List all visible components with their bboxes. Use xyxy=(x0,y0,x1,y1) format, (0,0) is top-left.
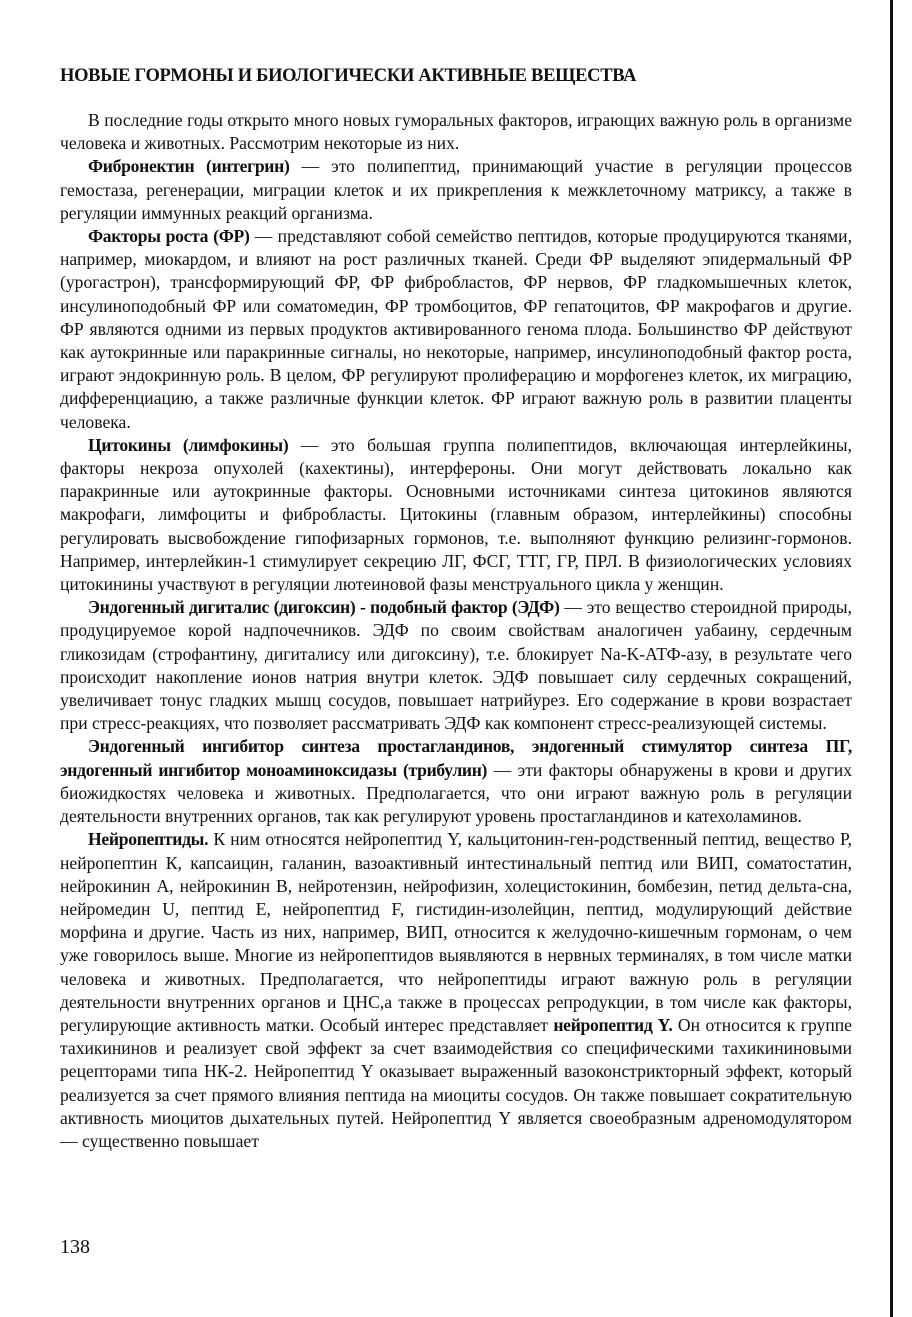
paragraph-text: К ним относятся нейропептид Y, кальцитонин-ген-родственный пептид, вещество Р, нейропептин К, капсаицин, галанин, вазоактивный интестинальный пептид или ВИП, соматостатин, нейрокинин А, нейрокинин В, нейротензин, нейрофизин, холецистокинин, бомбезин, петид дельта-сна, нейромедин U, пептид Е, нейропептид F, гистидин-изолейцин, пептид, модулирующий действие морфина и другие. Часть из них, например, ВИП, относится к желудочно-кишечным гормонам, о чем уже говорилось выше. Многие из нейропептидов выявляются в нервных терминалях, в том числе матки человека и животных. Предполагается, что нейропептиды играют важную роль в регуляции деятельности внутренних органов и ЦНС,а также в процессах репродукции, в том числе как факторы, регулирующие активность матки. Особый интерес представляет xyxy=(60,829,852,1035)
paragraph-neuropeptides xyxy=(60,828,852,1153)
paragraph-text: — это большая группа полипептидов, включающая интерлейкины, факторы некроза опухолей (кахектины), интерфероны. Они могут действовать локально как паракринные или аутокринные факторы. Основными источниками синтеза цитокинов являются макрофаги, лимфоциты и фибробласты. Цитокины (главным образом, интерлейкины) способны регулировать высвобождение гипофизарных гормонов, т.е. выполняют функцию релизинг-гормонов. Например, интерлейкин-1 стимулирует секрецию ЛГ, ФСГ, ТТГ, ГР, ПРЛ. В физиологических условиях цитокинины участвуют в регуляции лютеиновой фазы менструального цикла у женщин. xyxy=(60,434,853,595)
paragraph-text-2: Он относится к группе тахикининов и реализует свой эффект за счет взаимодействия со специфическими тахикининовыми рецепторами типа НК-2. Нейропептид Y оказывает выраженный вазоконстрикторный эффект, который реализуется за счет прямого влияния пептида на миоциты сосудов. Он также повышает сократительную активность миоцитов дыхательных путей. Нейропептид Y является своеобразным адреномодулятором — существенно повышает xyxy=(60,1014,852,1151)
document-page xyxy=(60,66,852,1153)
paragraph-fibronectin xyxy=(60,155,852,225)
paragraph-text: — это вещество стероидной природы, продуцируемое корой надпочечников. ЭДФ по своим свойствам аналогичен уабаину, сердечным гликозидам (строфантину, дигиталису или дигоксину), т.е. блокирует Na-K-АТФ-азу, в результате чего происходит накопление ионов натрия внутри клеток. ЭДФ повышает силу сердечных сокращений, увеличивает тонус гладких мышц сосудов, повышает натрийурез. Его содержание в крови возрастает при стресс-реакциях, что позволяет рассматривать ЭДФ как компонент стресс-реализующей системы. xyxy=(60,597,852,734)
page-edge-line xyxy=(890,0,893,1317)
paragraph-text: — эти факторы обнаружены в крови и других биожидкостях человека и животных. Предполагается, что они играют важную роль в регуляции деятельности внутренних органов, так как регулируют уровень простагландинов и катехоламинов. xyxy=(60,759,852,827)
page-title: НОВЫЕ ГОРМОНЫ И БИОЛОГИЧЕСКИ АКТИВНЫЕ ВЕЩЕСТВА xyxy=(60,66,637,86)
paragraph-term: Фибронектин (интегрин) xyxy=(88,156,290,177)
paragraph-growth-factors xyxy=(60,225,852,434)
paragraph-cytokines xyxy=(60,434,852,596)
paragraph-term: Цитокины (лимфокины) xyxy=(88,434,289,455)
paragraph-text: — представляют собой семейство пептидов, которые продуцируются тканями, например, миокардом, и влияют на рост различных тканей. Среди ФР выделяют эпидермальный ФР (урогастрон), трансформирующий ФР, ФР фибробластов, ФР нервов, ФР гладкомышечных клеток, инсулиноподобный ФР или соматомедин, ФР тромбоцитов, ФР гепатоцитов, ФР макрофагов и другие. ФР являются одними из первых продуктов активированного генома плода. Большинство ФР действуют как аутокринные или паракринные сигналы, но некоторые, например, инсулиноподобный фактор роста, играют эндокринную роль. В целом, ФР регулируют пролиферацию и морфогенез клеток, их миграцию, дифференциацию, а также различные функции клеток. ФР играют важную роль в развитии плаценты человека. xyxy=(60,226,852,432)
paragraph-edf xyxy=(60,596,852,735)
paragraph-intro xyxy=(60,109,852,155)
paragraph-inhibitors xyxy=(60,735,852,828)
paragraph-term: Эндогенный ингибитор синтеза простагландинов, эндогенный стимулятор синтеза ПГ, эндогенный ингибитор моноаминоксидазы (трибулин) xyxy=(60,736,852,780)
paragraph-text: — это полипептид, принимающий участие в регуляции процессов гемостаза, регенерации, миграции клеток и их прикрепления к межклеточному матриксу, а также в регуляции иммунных реакций организма. xyxy=(60,156,853,223)
paragraph-text: В последние годы открыто много новых гуморальных факторов, играющих важную роль в организме человека и животных. Рассмотрим некоторые из них. xyxy=(60,110,852,154)
paragraph-term: Факторы роста (ФР) xyxy=(88,226,250,247)
paragraph-term: Нейропептиды. xyxy=(88,829,209,850)
paragraph-term: Эндогенный дигиталис (дигоксин) - подобный фактор (ЭДФ) xyxy=(88,597,560,618)
paragraph-term-2: нейропептид Y. xyxy=(553,1014,673,1035)
page-number: 138 xyxy=(60,1236,90,1258)
